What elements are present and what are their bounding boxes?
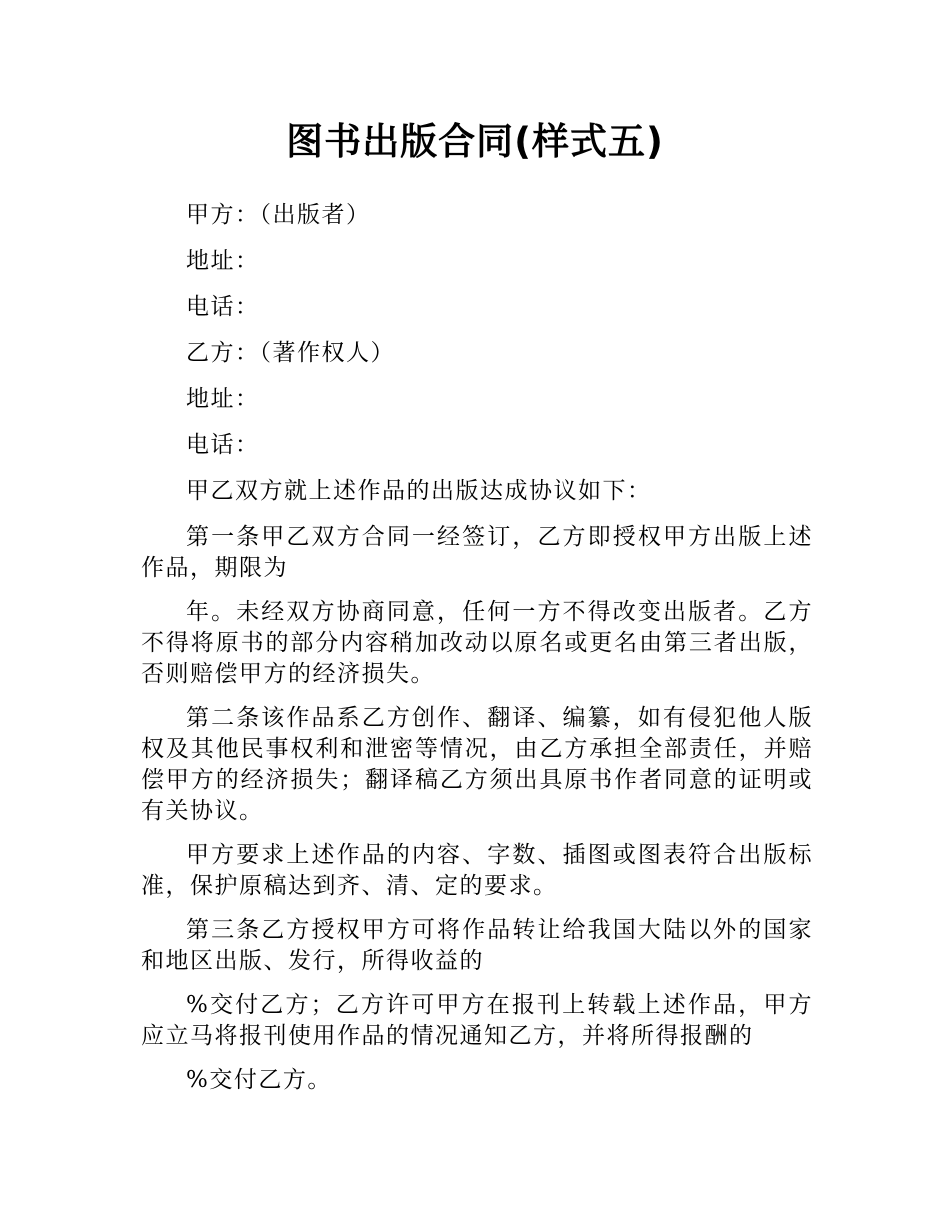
party-a-line: 甲方：（出版者） (186, 202, 371, 228)
article-1-paragraph: 第一条甲乙双方合同一经签订，乙方即授权甲方出版上述作品，期限为 (141, 524, 813, 581)
article-2-paragraph: 第二条该作品系乙方创作、翻译、编纂，如有侵犯他人版权及其他民事权利和泄密等情况，由乙方承担全部责任，并赔偿甲方的经济损失；翻译稿乙方须出具原书作者同意的证明或有关协议。 (141, 705, 813, 824)
party-a-address: 地址： (186, 248, 260, 274)
manuscript-requirements-paragraph: 甲方要求上述作品的内容、字数、插图或图表符合出版标准，保护原稿达到齐、清、定的要求。 (141, 842, 813, 899)
contract-body (141, 200, 813, 1109)
party-b-phone: 电话： (186, 432, 260, 458)
article-3-paragraph: 第三条乙方授权甲方可将作品转让给我国大陆以外的国家和地区出版、发行，所得收益的 (141, 917, 813, 974)
article-1-continued-paragraph: 年。未经双方协商同意，任何一方不得改变出版者。乙方不得将原书的部分内容稍加改动以原名或更名由第三者出版，否则赔偿甲方的经济损失。 (141, 599, 813, 687)
party-a-phone: 电话： (186, 294, 260, 320)
reprint-paragraph: %交付乙方；乙方许可甲方在报刊上转载上述作品，甲方应立马将报刊使用作品的情况通知乙方，并将所得报酬的 (141, 992, 813, 1049)
agreement-intro: 甲乙双方就上述作品的出版达成协议如下： (186, 478, 652, 504)
payment-paragraph: %交付乙方。 (186, 1067, 332, 1093)
party-b-address: 地址： (186, 386, 260, 412)
document-title: 图书出版合同(样式五) (286, 120, 664, 163)
party-b-line: 乙方：（著作权人） (186, 340, 395, 366)
